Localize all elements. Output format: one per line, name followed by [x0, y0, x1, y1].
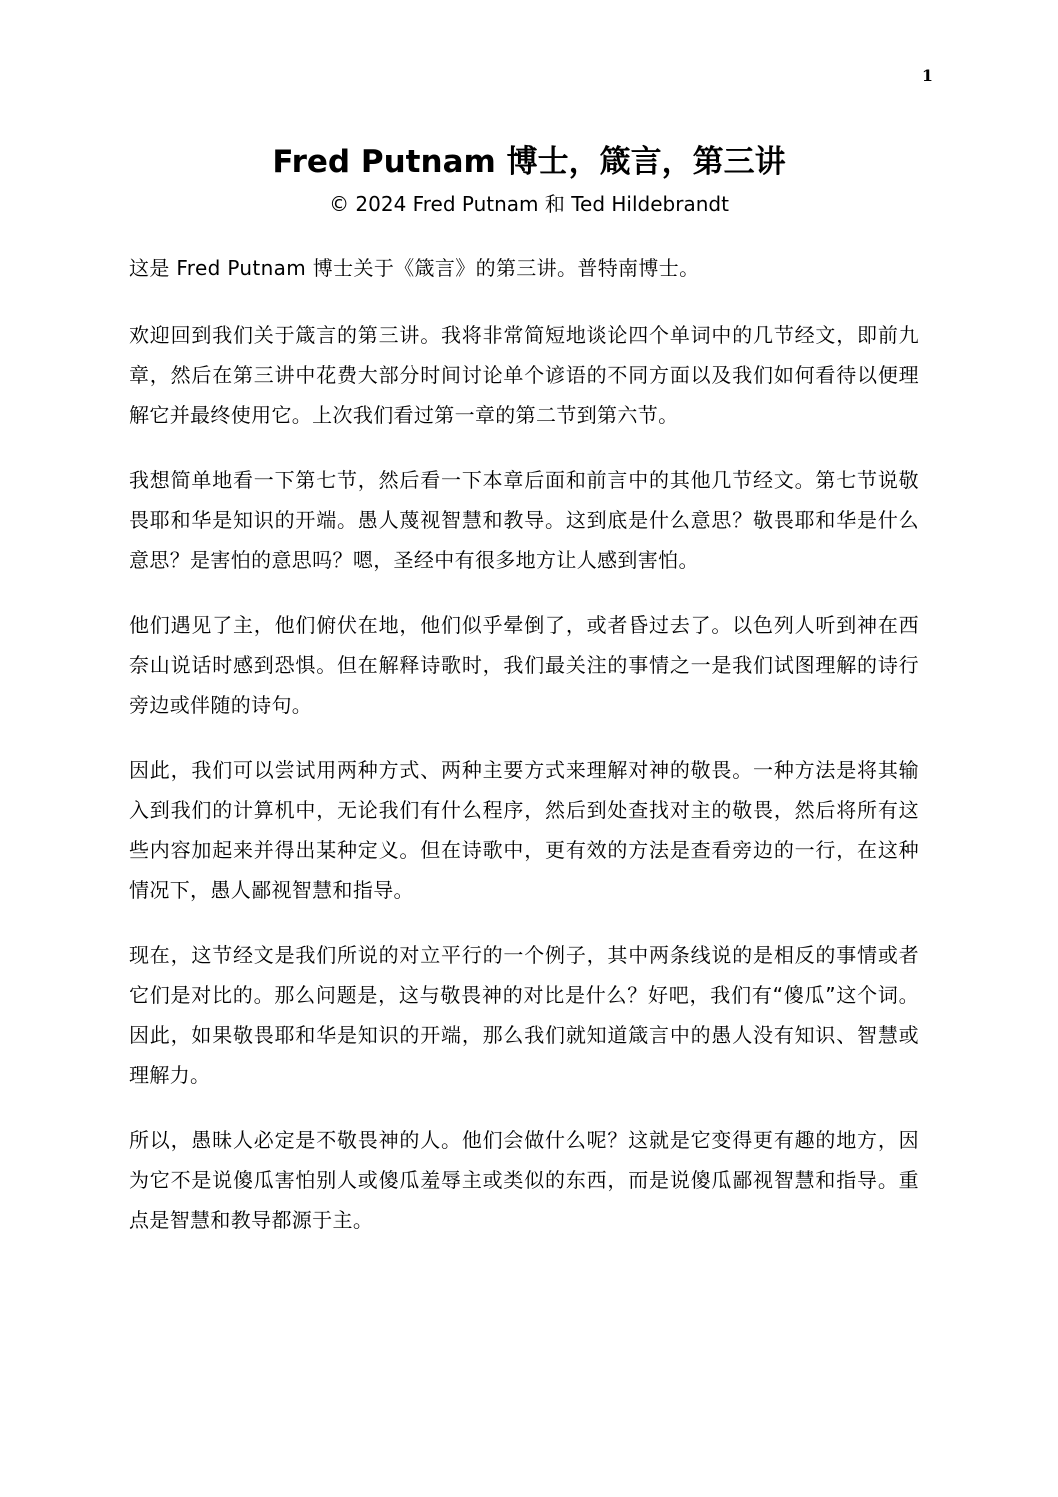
document-title: Fred Putnam 博士，箴言，第三讲 — [272, 144, 786, 180]
paragraph-intro: 这是 Fred Putnam 博士关于《箴言》的第三讲。普特南博士。 — [129, 256, 700, 280]
copyright-line: © 2024 Fred Putnam 和 Ted Hildebrandt — [329, 192, 729, 216]
paragraph: 我想简单地看一下第七节，然后看一下本章后面和前言中的其他几节经文。第七节说敬畏耶和华是知识的开端。愚人蔑视智慧和教导。这到底是什么意思？敬畏耶和华是什么意思？是害怕的意思吗？嗯，圣经中有很多地方让人感到害怕。 — [129, 468, 919, 572]
page-number: 1 — [921, 66, 933, 85]
paragraph: 现在，这节经文是我们所说的对立平行的一个例子，其中两条线说的是相反的事情或者它们是对比的。那么问题是，这与敬畏神的对比是什么？好吧，我们有“傻瓜”这个词。因此，如果敬畏耶和华是知识的开端，那么我们就知道箴言中的愚人没有知识、智慧或理解力。 — [129, 943, 919, 1087]
paragraph: 所以，愚昧人必定是不敬畏神的人。他们会做什么呢？这就是它变得更有趣的地方，因为它不是说傻瓜害怕别人或傻瓜羞辱主或类似的东西，而是说傻瓜鄙视智慧和指导。重点是智慧和教导都源于主。 — [129, 1128, 919, 1232]
document-header — [0, 138, 1058, 218]
paragraph: 欢迎回到我们关于箴言的第三讲。我将非常简短地谈论四个单词中的几节经文，即前九章，然后在第三讲中花费大部分时间讨论单个谚语的不同方面以及我们如何看待以便理解它并最终使用它。上次我们看过第一章的第二节到第六节。 — [129, 323, 919, 427]
paragraph: 他们遇见了主，他们俯伏在地，他们似乎晕倒了，或者昏过去了。以色列人听到神在西奈山说话时感到恐惧。但在解释诗歌时，我们最关注的事情之一是我们试图理解的诗行旁边或伴随的诗句。 — [129, 613, 919, 717]
paragraph: 因此，我们可以尝试用两种方式、两种主要方式来理解对神的敬畏。一种方法是将其输入到我们的计算机中，无论我们有什么程序，然后到处查找对主的敬畏，然后将所有这些内容加起来并得出某种定义。但在诗歌中，更有效的方法是查看旁边的一行，在这种情况下，愚人鄙视智慧和指导。 — [129, 758, 919, 902]
document-body — [129, 248, 919, 1265]
